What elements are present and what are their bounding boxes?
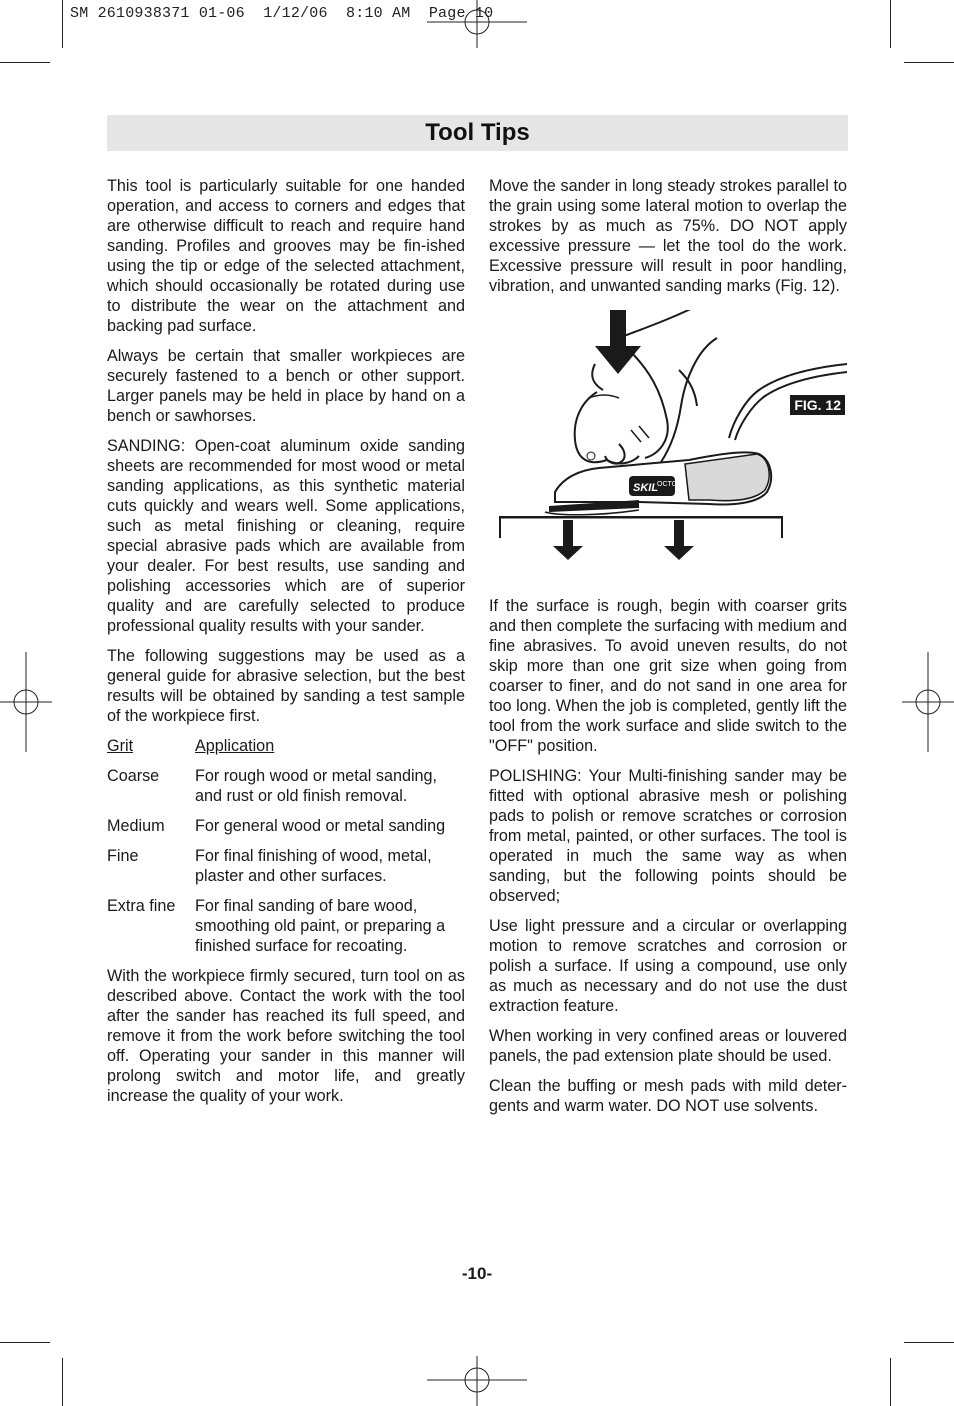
table-row (107, 816, 465, 836)
application-cell: For rough wood or metal sanding, and rust or old finish removal. (195, 767, 438, 805)
grit-cell: Coarse (107, 767, 160, 785)
brand-logo-text: SKIL (633, 482, 659, 494)
page-title: Tool Tips (425, 119, 530, 146)
section-title-bar (107, 115, 848, 151)
paragraph-light-pressure: Use light pressure and a circular or overlapping motion to remove scratches and corrosion or polish a surface. If using a compound, use only as much as necessary and do not use the dust extraction feature. (489, 917, 847, 1015)
model-logo-text: OCTO (657, 481, 678, 488)
application-cell: For final finishing of wood, metal, plaster and other surfaces. (195, 847, 432, 885)
paragraph-confined-areas: When working in very confined areas or louvered panels, the pad extension plate should be used. (489, 1027, 847, 1065)
grit-cell: Extra fine (107, 897, 176, 915)
downward-arrow-icon (664, 520, 694, 560)
paragraph-strokes: Move the sander in long steady strokes parallel to the grain using some lateral motion to overlap the strokes by as much as 75%. DO NOT apply excessive pressure — let the tool do the work. Excessive pressure will result in poor handling, vibration, and unwanted sanding marks (Fig. 12). (489, 177, 847, 295)
grit-application-table (107, 736, 465, 956)
registration-mark-top (427, 0, 527, 50)
grit-cell: Fine (107, 847, 139, 865)
registration-mark-right (902, 652, 954, 752)
page-number: -10- (461, 1264, 493, 1283)
print-slug-line: SM 2610938371 01-06 1/12/06 8:10 AM Page 10 (70, 5, 494, 22)
left-column (107, 176, 465, 1116)
figure-label: FIG. 12 (790, 395, 845, 415)
paragraph-sanding: SANDING: Open-coat aluminum oxide sanding sheets are recommended for most wood or metal sanding applications, as this synthetic material cuts quickly and wears well. Some applications, such as metal finishing or cleaning, require special abrasive pads which are available from your dealer. For best results, use sanding and polishing accessories which are of superior quality and are carefully selected to produce professional quality results with your sander. (107, 437, 465, 635)
right-column (489, 176, 847, 1126)
registration-mark-left (0, 652, 52, 752)
grit-table-header (107, 736, 465, 756)
registration-mark-bottom (427, 1356, 527, 1406)
paragraph-rough-surface: If the surface is rough, begin with coarser grits and then complete the surfacing with medium and fine abrasives. To avoid uneven results, do not skip more than one grit size when going from coarser to finer, and do not sand in one area for too long. When the job is completed, gently lift the tool from the work surface and slide switch to the "OFF" position. (489, 597, 847, 755)
figure-12 (489, 310, 847, 572)
table-row (107, 846, 465, 886)
table-row (107, 896, 465, 956)
application-column-header: Application (195, 737, 275, 755)
application-cell: For final sanding of bare wood, smoothing old paint, or preparing a finished surface for recoating. (195, 897, 446, 955)
paragraph-workpiece-fastening: Always be certain that smaller workpieces are securely fastened to a bench or other support. Larger panels may be held in place by hand on a bench or sawhorses. (107, 347, 465, 425)
downward-pressure-arrow-icon (595, 310, 641, 374)
sander-illustration (489, 310, 847, 572)
application-cell: For general wood or metal sanding (195, 817, 446, 835)
paragraph-polishing: POLISHING: Your Multi-finishing sander may be fitted with optional abrasive mesh or polishing pads to polish or remove scratches or corrosion from metal, painted, or other surfaces. The tool is operated in much the same way as when sanding, but the following points should be observed; (489, 767, 847, 905)
downward-arrow-icon (553, 520, 583, 560)
paragraph-abrasive-guide: The following suggestions may be used as a general guide for abrasive selection, but the best results will be obtained by sanding a test sample of the workpiece first. (107, 647, 465, 725)
grit-column-header: Grit (107, 737, 134, 755)
paragraph-operation: With the workpiece firmly secured, turn tool on as described above. Contact the work with the tool after the sander has reached its full speed, and remove it from the work before switching the tool off. Operating your sander in this manner will prolong switch and motor life, and greatly increase the quality of your work. (107, 967, 465, 1105)
paragraph-tool-suitability: This tool is particularly suitable for one handed operation, and access to corners and edges that are otherwise difficult to reach and require hand sanding. Profiles and grooves may be fin-ished using the tip or edge of the selected attachment, which should occasionally be rotated during use to distribute the wear on the attachment and backing pad surface. (107, 177, 465, 335)
table-row (107, 766, 465, 806)
paragraph-cleaning-pads: Clean the buffing or mesh pads with mild deter-gents and warm water. DO NOT use solvents. (489, 1077, 847, 1115)
grit-cell: Medium (107, 817, 165, 835)
